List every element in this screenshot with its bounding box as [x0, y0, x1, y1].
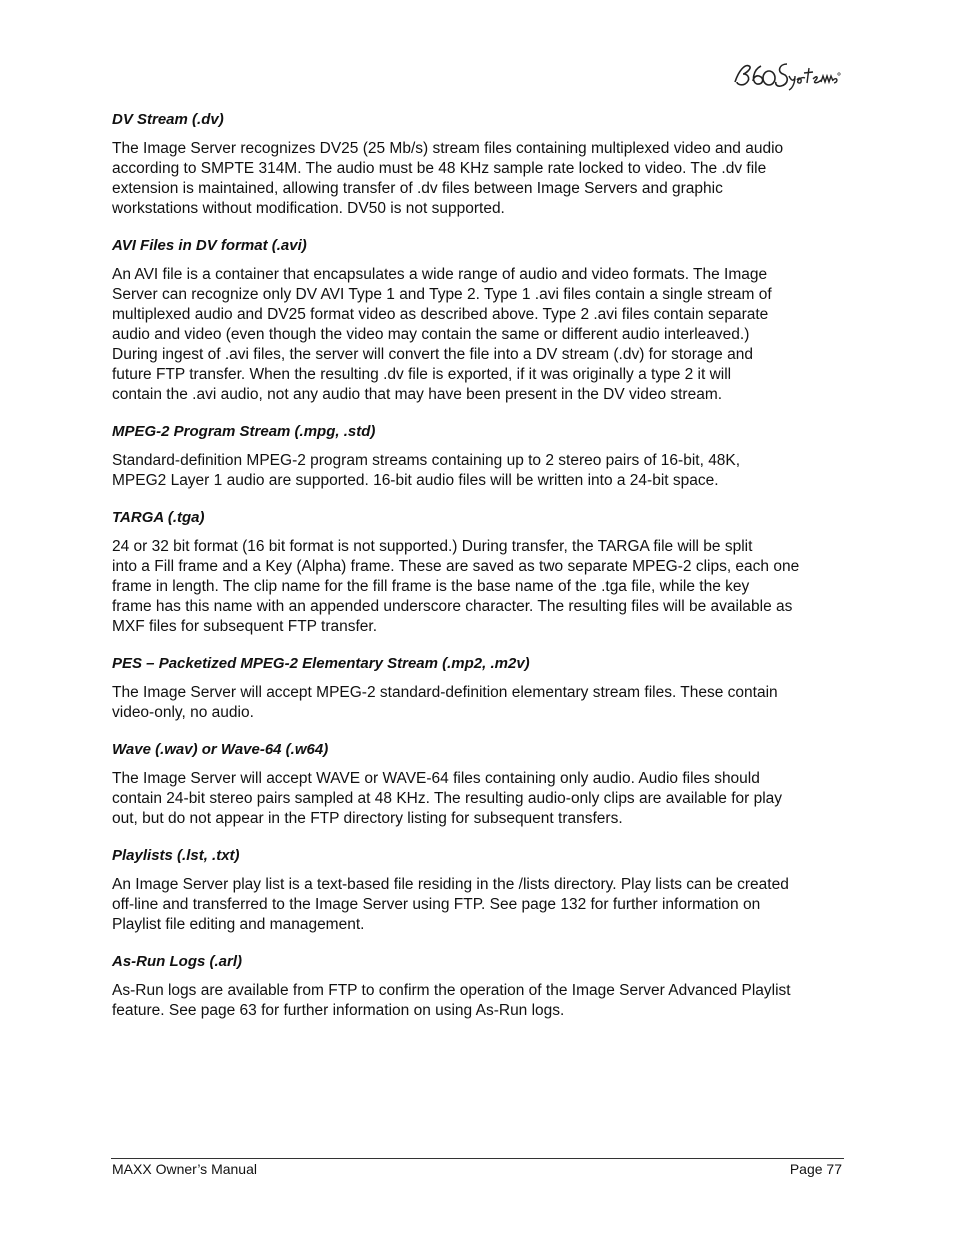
- section-body: The Image Server will accept MPEG-2 standard-definition elementary stream files. These contain video-only, no audio.: [112, 684, 778, 721]
- section-dv-stream: [112, 110, 848, 219]
- footer-divider: [111, 1158, 844, 1159]
- section-body: As-Run logs are available from FTP to confirm the operation of the Image Server Advanced Playlist feature. See page 63 for further information on using As-Run logs.: [112, 982, 791, 1019]
- section-body: An Image Server play list is a text-based file residing in the /lists directory. Play lists can be created off-line and transferred to the Image Server using FTP. See page 132 for further information on Playlist file editing and management.: [112, 876, 789, 933]
- page-content: [112, 110, 848, 1038]
- section-as-run-logs: [112, 952, 848, 1021]
- section-heading: As-Run Logs (.arl): [112, 953, 242, 970]
- section-heading: PES – Packetized MPEG-2 Elementary Stream (.mp2, .m2v): [112, 655, 530, 672]
- section-body: The Image Server recognizes DV25 (25 Mb/s) stream files containing multiplexed video and audio according to SMPTE 314M. The audio must be 48 KHz sample rate locked to video. The .dv file extension is maintained, allowing transfer of .dv files between Image Servers and graphic workstations without modification. DV50 is not supported.: [112, 140, 784, 217]
- 360-systems-logo-icon: [731, 56, 843, 92]
- section-avi-files: [112, 236, 848, 405]
- section-body: The Image Server will accept WAVE or WAVE-64 files containing only audio. Audio files should contain 24-bit stereo pairs sampled at 48 KHz. The resulting audio-only clips are available for play out, but do not appear in the FTP directory listing for subsequent transfers.: [112, 770, 783, 827]
- section-body: Standard-definition MPEG-2 program streams containing up to 2 stereo pairs of 16-bit, 48K, MPEG2 Layer 1 audio are supported. 16-bit audio files will be written into a 24-bit space.: [112, 452, 741, 489]
- company-logo: [731, 56, 843, 92]
- footer-manual-title: MAXX Owner’s Manual: [112, 1161, 257, 1177]
- section-pes: [112, 654, 848, 723]
- section-playlists: [112, 846, 848, 935]
- section-heading: Wave (.wav) or Wave-64 (.w64): [112, 741, 329, 758]
- section-body: 24 or 32 bit format (16 bit format is not supported.) During transfer, the TARGA file will be split into a Fill frame and a Key (Alpha) frame. These are saved as two separate MPEG-2 clips, each one frame in length. The clip name for the fill frame is the base name of the .tga file, while the key frame has this name with an appended underscore character. The resulting files will be available as MXF files for subsequent FTP transfer.: [112, 538, 800, 635]
- section-heading: DV Stream (.dv): [112, 111, 224, 128]
- section-heading: MPEG-2 Program Stream (.mpg, .std): [112, 423, 376, 440]
- section-heading: TARGA (.tga): [112, 509, 205, 526]
- section-wave: [112, 740, 848, 829]
- section-targa: [112, 508, 848, 637]
- footer-page-number: Page 77: [789, 1161, 842, 1177]
- section-body: An AVI file is a container that encapsulates a wide range of audio and video formats. The Image Server can recognize only DV AVI Type 1 and Type 2. Type 1 .avi files contain a single stream of multiplexed audio and DV25 format video as described above. Type 2 .avi files contain separate audio and video (even though the video may contain the same or different audio interleaved.) During ingest of .avi files, the server will convert the file into a DV stream (.dv) for storage and future FTP transfer. When the resulting .dv file is exported, if it was originally a type 2 it will contain the .avi audio, not any audio that may have been present in the DV video stream.: [112, 266, 772, 403]
- section-heading: Playlists (.lst, .txt): [112, 847, 240, 864]
- section-heading: AVI Files in DV format (.avi): [112, 237, 307, 254]
- section-mpeg2-program-stream: [112, 422, 848, 491]
